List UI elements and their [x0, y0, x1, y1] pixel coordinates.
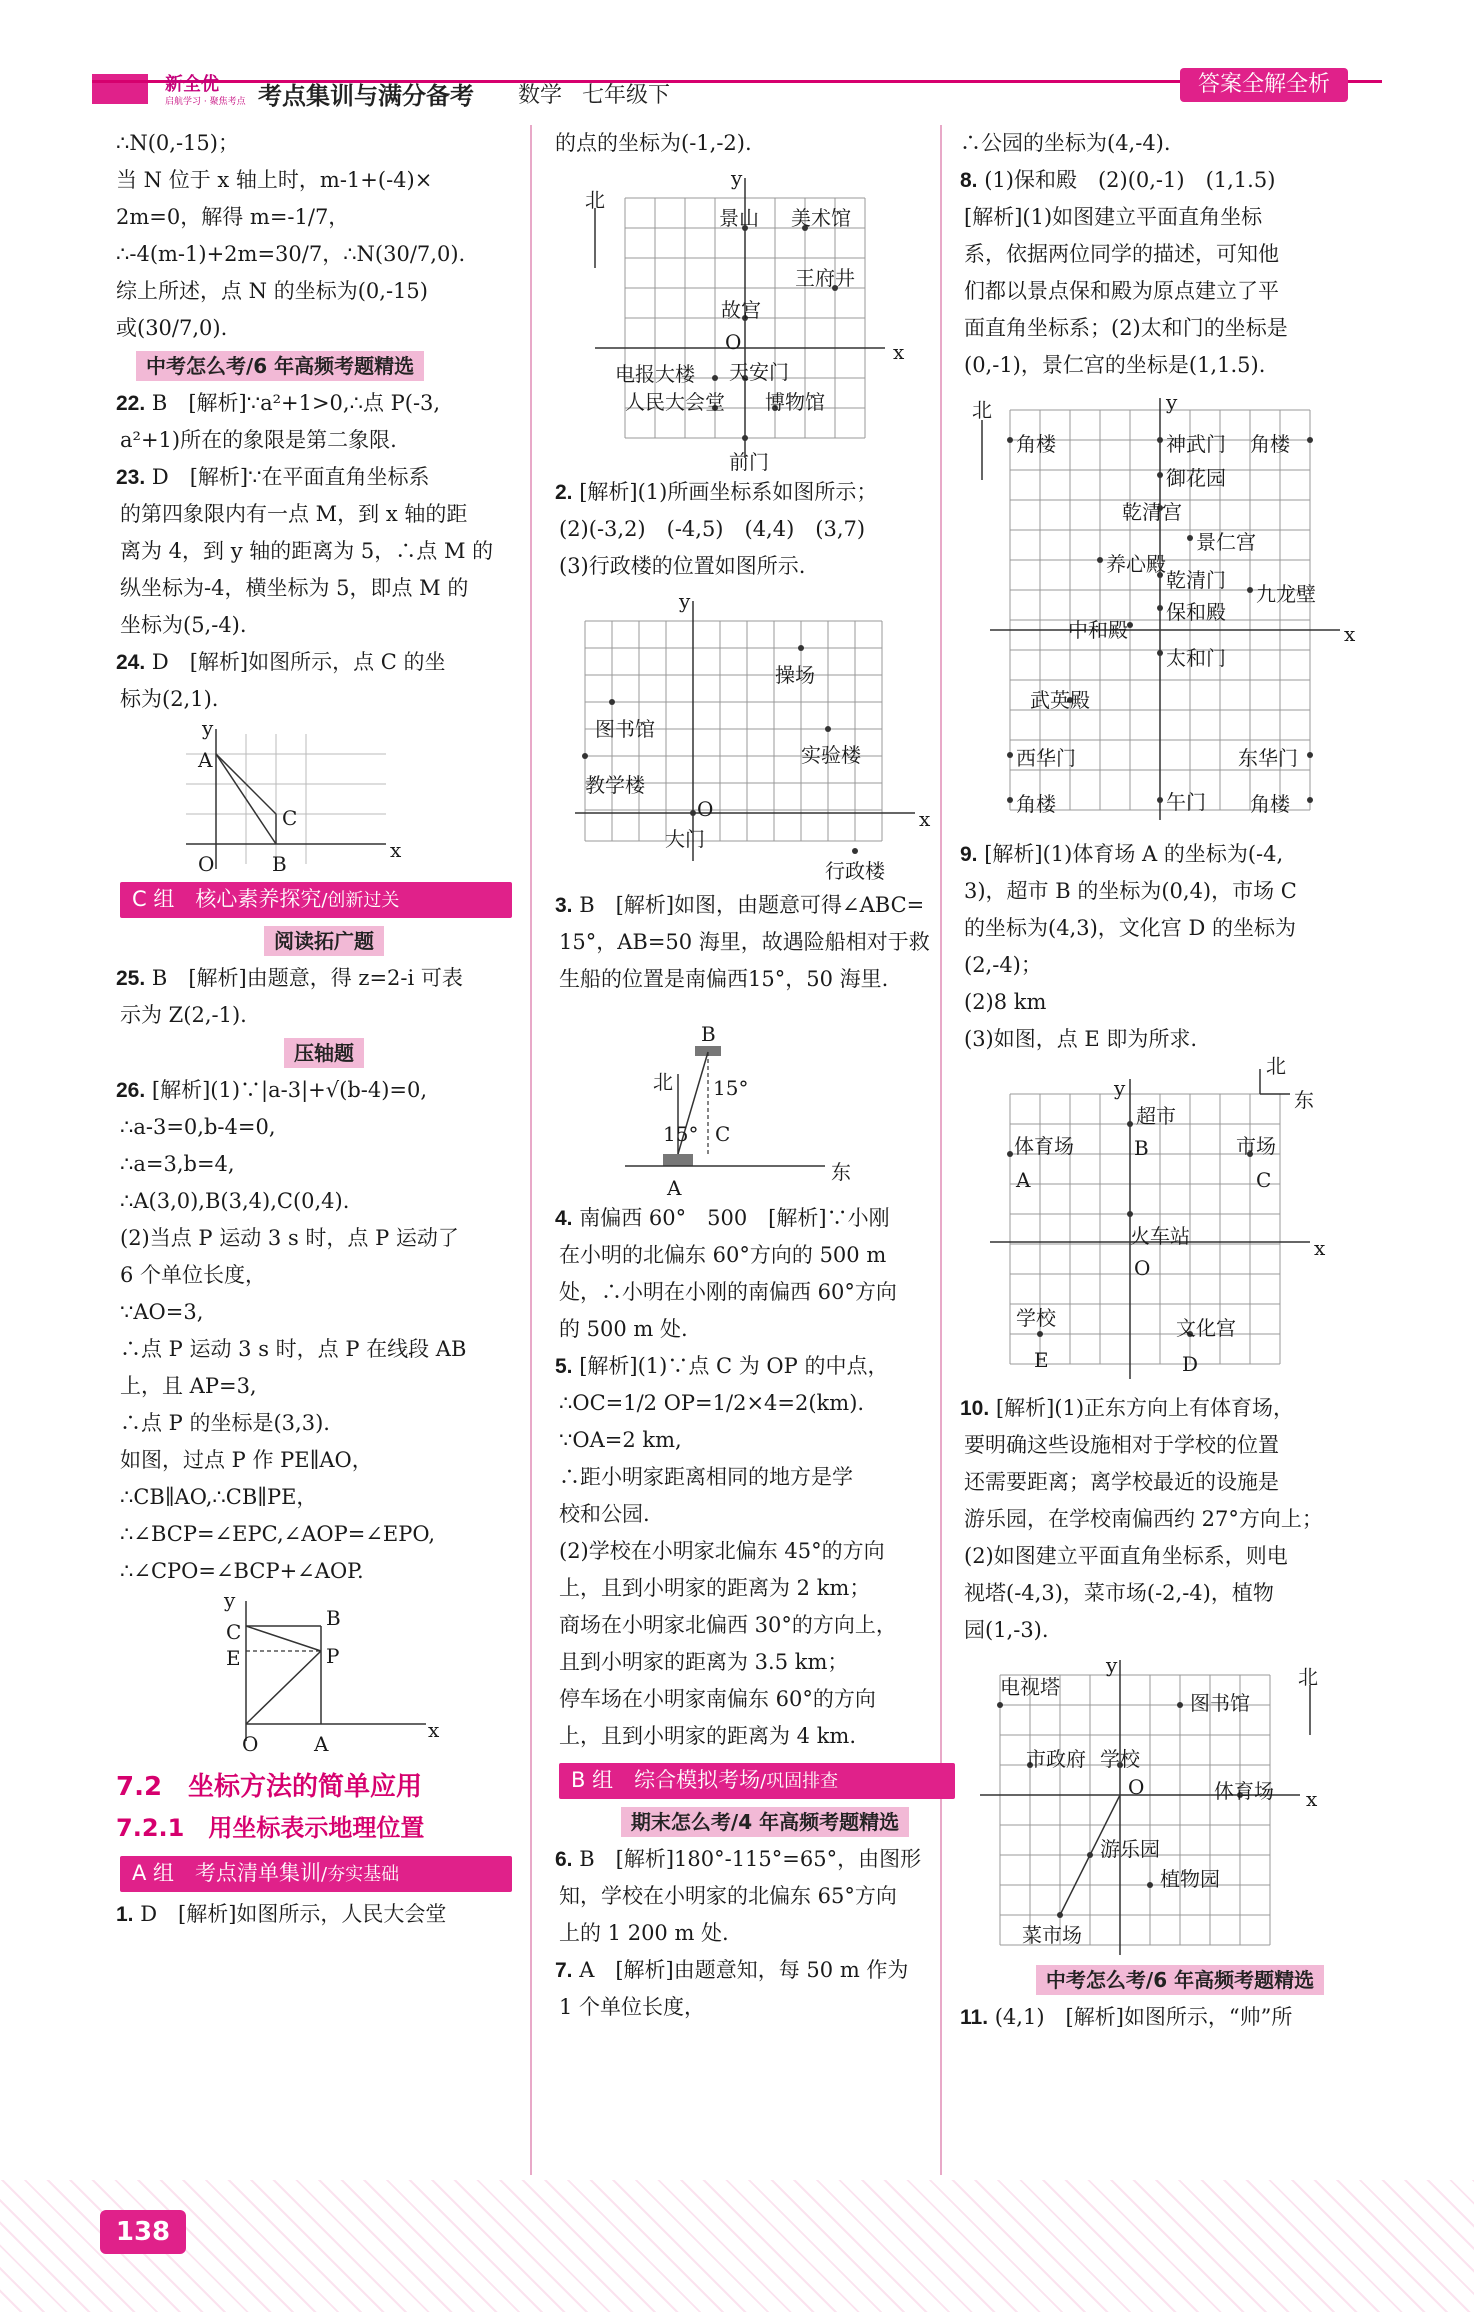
place-label: 角楼	[1250, 432, 1290, 456]
axis-label: y	[679, 589, 691, 613]
place-label: 市场	[1236, 1134, 1276, 1158]
place-label: 美术馆	[791, 206, 851, 230]
text-line: (2,-4)；	[964, 953, 1042, 977]
answer-text: B [解析]∵a²+1>0,∴点 P(-3,	[151, 391, 441, 415]
text-line: ∴点 P 运动 3 s 时，点 P 在线段 AB	[120, 1337, 467, 1361]
question-number: 5.	[555, 1355, 573, 1378]
point-label: B	[272, 852, 287, 876]
place-label: 图书馆	[595, 717, 655, 741]
place-label: 体育场	[1214, 1779, 1274, 1803]
place-label: 植物园	[1160, 1867, 1220, 1891]
text-line: ∴公园的坐标为(4,-4).	[960, 131, 1171, 155]
question-number: 25.	[116, 967, 146, 990]
point-label: E	[226, 1646, 241, 1670]
place-label: 武英殿	[1030, 688, 1090, 712]
publisher-logo-sub: 启航学习 · 聚焦考点	[165, 97, 246, 107]
question-number: 1.	[116, 1903, 134, 1926]
figure-palace-map	[960, 390, 1380, 830]
section-tag: 期末怎么考/4 年高频考题精选	[621, 1807, 909, 1837]
group-header	[559, 1763, 955, 1799]
subsection-title: 7.2.1 用坐标表示地理位置	[116, 1814, 425, 1842]
answer-text: (4,1) [解析]如图所示，“帅”所	[994, 2005, 1293, 2029]
question-number: 11.	[960, 2006, 989, 2029]
axis-label: x	[390, 838, 402, 862]
text-line: 上的 1 200 m 处.	[559, 1921, 729, 1945]
axis-label: y	[1114, 1076, 1126, 1100]
column-middle	[555, 125, 955, 2026]
question-number: 9.	[960, 843, 978, 866]
place-label: 乾清门	[1166, 568, 1226, 592]
text-line: 视塔(-4,3)，菜市场(-2,-4)，植物	[964, 1581, 1274, 1605]
figure-24	[176, 716, 476, 876]
text-line: 知，学校在小明家的北偏东 65°方向	[559, 1884, 897, 1908]
figure-24-svg	[176, 724, 476, 874]
text-line: 2m=0，解得 m=-1/7，	[116, 205, 350, 229]
text-line: 坐标为(5,-4).	[120, 613, 247, 637]
east-label: 东	[1294, 1088, 1314, 1112]
subject: 数学	[518, 83, 563, 108]
place-label: 操场	[775, 663, 815, 687]
answer-text: [解析](1)正东方向上有体育场，	[995, 1396, 1295, 1420]
text-line: 面直角坐标系；(2)太和门的坐标是	[964, 316, 1288, 340]
text-line: 系，依据两位同学的描述，可知他	[964, 242, 1279, 266]
point-label: O	[242, 1732, 259, 1756]
place-label: 角楼	[1250, 792, 1290, 816]
place-label: 文化宫	[1176, 1316, 1236, 1340]
answer-text: B [解析]如图，由题意可得∠ABC=	[579, 893, 925, 917]
text-line: 综上所述，点 N 的坐标为(0,-15)	[116, 279, 428, 303]
place-label: 学校	[1016, 1306, 1056, 1330]
point-label: A	[1016, 1168, 1031, 1192]
text-line: ∴A(3,0),B(3,4),C(0,4).	[120, 1189, 350, 1213]
axis-label: y	[202, 716, 214, 740]
group-header	[120, 1856, 512, 1892]
point-label: O	[697, 797, 714, 821]
axis-label: x	[1314, 1236, 1326, 1260]
text-line: 上，且到小明家的距离为 2 km；	[559, 1576, 871, 1600]
text-line: 还需要距离；离学校最近的设施是	[964, 1470, 1279, 1494]
text-line: 要明确这些设施相对于学校的位置	[964, 1433, 1279, 1457]
place-label: 图书馆	[1190, 1691, 1250, 1715]
text-line: 1 个单位长度，	[559, 1995, 706, 2019]
answer-text: A [解析]由题意知，每 50 m 作为	[579, 1958, 909, 1982]
point-label: P	[326, 1644, 340, 1668]
point-label: B	[701, 1022, 716, 1046]
axis-label: y	[224, 1588, 236, 1612]
figure-city-map	[960, 1054, 1380, 1384]
text-line: 游乐园，在学校南偏西约 27°方向上；	[964, 1507, 1323, 1531]
publisher-logo: 新全优	[165, 74, 219, 95]
question-number: 6.	[555, 1848, 573, 1871]
place-label: 神武门	[1166, 432, 1226, 456]
place-label: 御花园	[1166, 466, 1226, 490]
place-label: 火车站	[1130, 1224, 1190, 1248]
place-label: 故宫	[721, 298, 761, 322]
figure-school-map	[555, 591, 955, 881]
text-line: (2)学校在小明家北偏东 45°的方向	[559, 1539, 885, 1563]
point-label: O	[198, 852, 215, 876]
text-line: 们都以景点保和殿为原点建立了平	[964, 279, 1279, 303]
text-line: 或(30/7,0).	[116, 316, 228, 340]
answer-badge: 答案全解全析	[1180, 68, 1348, 102]
place-label: 太和门	[1166, 646, 1226, 670]
question-number: 2.	[555, 481, 573, 504]
angle-label: 15°	[713, 1076, 749, 1100]
point-label: D	[1182, 1352, 1199, 1376]
place-label: 景山	[719, 206, 759, 230]
point-label: A	[198, 748, 213, 772]
text-line: ∴OC=1/2 OP=1/2×4=2(km).	[559, 1391, 865, 1415]
text-line: [解析](1)如图建立平面直角坐标	[964, 205, 1263, 229]
text-line: (3)如图，点 E 即为所求.	[964, 1027, 1198, 1051]
answer-text: D [解析]∵在平面直角坐标系	[151, 465, 430, 489]
point-label: C	[226, 1620, 242, 1644]
point-label: C	[1256, 1168, 1272, 1192]
text-line: 当 N 位于 x 轴上时，m-1+(-4)×	[116, 168, 433, 192]
place-label: 保和殿	[1166, 600, 1226, 624]
north-label: 北	[585, 188, 605, 212]
figure-town-map	[960, 1655, 1380, 1955]
place-label: 角楼	[1016, 792, 1056, 816]
point-label: E	[1034, 1348, 1049, 1372]
place-label: 天安门	[729, 360, 789, 384]
place-label: 市政府	[1026, 1747, 1086, 1771]
text-line: 停车场在小明家南偏东 60°的方向	[559, 1687, 876, 1711]
text-line: 3)，超市 B 的坐标为(0,4)，市场 C	[964, 879, 1297, 903]
axis-label: x	[1306, 1787, 1318, 1811]
text-line: 离为 4，到 y 轴的距离为 5，∴点 M 的	[120, 539, 494, 563]
section-tag: 中考怎么考/6 年高频考题精选	[136, 351, 424, 381]
column-divider	[530, 125, 532, 2175]
answer-text: 南偏西 60° 500 [解析]∵小刚	[579, 1206, 890, 1230]
place-label: 体育场	[1014, 1134, 1074, 1158]
text-line: 示为 Z(2,-1).	[120, 1003, 247, 1027]
north-label: 北	[1266, 1054, 1286, 1078]
section-tag: 中考怎么考/6 年高频考题精选	[1036, 1965, 1324, 1995]
text-line: 上，且到小明家的距离为 4 km.	[559, 1724, 857, 1748]
place-label: 人民大会堂	[625, 390, 725, 414]
place-label: 王府井	[795, 266, 855, 290]
column-left	[116, 125, 512, 1933]
answer-text: D [解析]如图所示，点 C 的坐	[151, 650, 446, 674]
text-line: 的坐标为(4,3)，文化宫 D 的坐标为	[964, 916, 1296, 940]
point-label: B	[326, 1606, 341, 1630]
place-label: 东华门	[1238, 746, 1298, 770]
question-number: 8.	[960, 169, 978, 192]
text-line: ∴a-3=0,b-4=0,	[120, 1115, 276, 1139]
question-number: 4.	[555, 1207, 573, 1230]
group-title: B 组 综合模拟考场	[571, 1768, 761, 1792]
place-label: 乾清宫	[1122, 500, 1182, 524]
axis-label: y	[1106, 1653, 1118, 1677]
text-line: 15°，AB=50 海里，故遇险船相对于救	[559, 930, 930, 954]
text-line: ∴距小明家距离相同的地方是学	[559, 1465, 853, 1489]
place-label: 游乐园	[1100, 1837, 1160, 1861]
place-label: 超市	[1136, 1104, 1176, 1128]
answer-text: [解析](1)体育场 A 的坐标为(-4,	[984, 842, 1284, 866]
place-label: 前门	[729, 450, 769, 474]
text-line: 的点的坐标为(-1,-2).	[555, 131, 752, 155]
point-label: O	[1128, 1775, 1145, 1799]
figure-beijing-map	[555, 166, 935, 474]
text-line: 园(1,-3).	[964, 1618, 1049, 1642]
text-line: 处，∴小明在小刚的南偏西 60°方向	[559, 1280, 897, 1304]
place-label: 九龙壁	[1256, 582, 1316, 606]
place-label: 电报大楼	[615, 362, 695, 386]
group-subtitle: /创新过关	[321, 890, 400, 911]
answer-text: (1)保和殿 (2)(0,-1) (1,1.5)	[984, 168, 1276, 192]
axis-label: x	[893, 340, 905, 364]
point-label: B	[1134, 1136, 1149, 1160]
place-label: 博物馆	[765, 390, 825, 414]
point-label: O	[725, 330, 742, 354]
book-title: 考点集训与满分备考	[258, 82, 474, 110]
question-number: 10.	[960, 1397, 990, 1420]
text-line: 纵坐标为-4，横坐标为 5，即点 M 的	[120, 576, 469, 600]
text-line: (3)行政楼的位置如图所示.	[559, 554, 806, 578]
place-label: 菜市场	[1022, 1923, 1082, 1947]
place-label: 行政楼	[825, 859, 885, 883]
question-number: 22.	[116, 392, 146, 415]
text-line: 商场在小明家北偏西 30°的方向上，	[559, 1613, 897, 1637]
place-label: 实验楼	[801, 743, 861, 767]
question-number: 3.	[555, 894, 573, 917]
text-line: 校和公园.	[559, 1502, 650, 1526]
place-label: 角楼	[1016, 432, 1056, 456]
text-line: (2)(-3,2) (-4,5) (4,4) (3,7)	[559, 517, 866, 541]
axis-label: x	[428, 1718, 440, 1742]
text-line: 的第四象限内有一点 M，到 x 轴的距	[120, 502, 468, 526]
section-tag: 阅读拓广题	[264, 926, 384, 956]
text-line: 的 500 m 处.	[559, 1317, 688, 1341]
point-label: A	[667, 1176, 682, 1200]
text-line: ∴N(0,-15)；	[116, 131, 239, 155]
place-label: 西华门	[1016, 746, 1076, 770]
place-label: 午门	[1166, 790, 1206, 814]
place-label: 养心殿	[1106, 552, 1166, 576]
question-number: 26.	[116, 1079, 146, 1102]
text-line: a²+1)所在的象限是第二象限.	[120, 428, 397, 452]
text-line: 且到小明家的距离为 3.5 km；	[559, 1650, 849, 1674]
place-label: 学校	[1100, 1747, 1140, 1771]
north-label: 北	[972, 398, 992, 422]
angle-label: 15°	[663, 1122, 699, 1146]
place-label: 教学楼	[585, 773, 645, 797]
place-label: 中和殿	[1068, 618, 1128, 642]
grade: 七年级下	[582, 83, 671, 108]
axis-label: y	[731, 166, 743, 190]
axis-label: y	[1166, 390, 1178, 414]
page-header	[0, 0, 1474, 112]
question-number: 24.	[116, 651, 146, 674]
text-line: ∴CB∥AO,∴CB∥PE，	[120, 1485, 318, 1509]
group-title: A 组 考点清单集训	[132, 1861, 322, 1885]
place-label: 大门	[665, 827, 705, 851]
answer-text: B [解析]180°-115°=65°，由图形	[579, 1847, 922, 1871]
point-label: O	[1134, 1256, 1151, 1280]
section-title: 7.2 坐标方法的简单应用	[116, 1772, 423, 1802]
place-label: 景仁宫	[1196, 530, 1256, 554]
text-line: ∴∠CPO=∠BCP+∠AOP.	[120, 1559, 364, 1583]
text-line: 在小明的北偏东 60°方向的 500 m	[559, 1243, 887, 1267]
text-line: 生船的位置是南偏西15°，50 海里.	[559, 967, 889, 991]
text-line: 如图，过点 P 作 PE∥AO，	[120, 1448, 373, 1472]
text-line: (2)8 km	[964, 990, 1047, 1014]
text-line: (2)如图建立平面直角坐标系，则电	[964, 1544, 1288, 1568]
group-header	[120, 882, 512, 918]
section-tag: 压轴题	[284, 1038, 364, 1068]
text-line: 上，且 AP=3,	[120, 1374, 257, 1398]
answer-text: B [解析]由题意，得 z=2-i 可表	[151, 966, 463, 990]
axis-label: x	[919, 807, 931, 831]
north-label: 北	[653, 1070, 673, 1094]
text-line: ∵OA=2 km,	[559, 1428, 682, 1452]
page-number: 138	[100, 2210, 186, 2254]
group-title: C 组 核心素养探究	[132, 887, 322, 911]
north-label: 北	[1298, 1665, 1318, 1689]
text-line: ∴a=3,b=4,	[120, 1152, 235, 1176]
text-line: ∴点 P 的坐标是(3,3).	[120, 1411, 330, 1435]
text-line: ∴-4(m-1)+2m=30/7，∴N(30/7,0).	[116, 242, 466, 266]
answer-text: D [解析]如图所示，人民大会堂	[140, 1902, 447, 1926]
question-number: 23.	[116, 466, 146, 489]
text-line: (2)当点 P 运动 3 s 时，点 P 运动了	[120, 1226, 459, 1250]
text-line: ∵AO=3,	[120, 1300, 204, 1324]
column-right	[960, 125, 1380, 2036]
answer-text: [解析](1)所画坐标系如图所示；	[579, 480, 878, 504]
question-number: 7.	[555, 1959, 573, 1982]
point-label: A	[314, 1732, 329, 1756]
group-subtitle: /巩固排查	[760, 1771, 839, 1792]
point-label: C	[282, 806, 298, 830]
place-label: 电视塔	[1000, 1675, 1060, 1699]
figure-26	[216, 1588, 516, 1756]
point-label: C	[715, 1122, 731, 1146]
header-color-block	[92, 74, 148, 104]
figure-26-svg	[216, 1596, 516, 1746]
text-line: (0,-1)，景仁宫的坐标是(1,1.5).	[964, 353, 1266, 377]
footer-pattern	[0, 2180, 1474, 2312]
text-line: ∴∠BCP=∠EPC,∠AOP=∠EPO,	[120, 1522, 436, 1546]
east-label: 东	[831, 1160, 851, 1184]
text-line: 标为(2,1).	[120, 687, 219, 711]
axis-label: x	[1344, 622, 1356, 646]
answer-text: [解析](1)∵点 C 为 OP 的中点，	[579, 1354, 889, 1378]
group-subtitle: /夯实基础	[321, 1864, 400, 1885]
text-line: 6 个单位长度，	[120, 1263, 267, 1287]
answer-text: [解析](1)∵|a-3|+√(b-4)=0,	[151, 1078, 428, 1102]
figure-ship	[555, 1004, 935, 1200]
